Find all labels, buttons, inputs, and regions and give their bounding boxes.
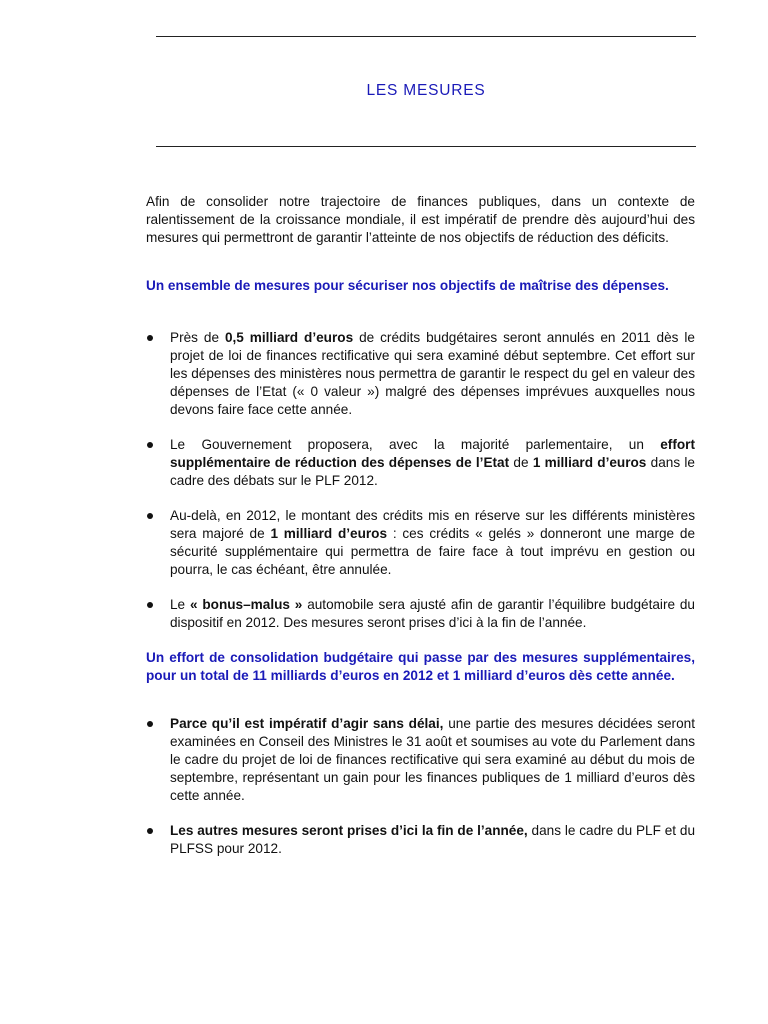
- document-body: [146, 193, 695, 875]
- item-text: automobile sera ajusté afin de garantir l’équilibre budgétaire du dispositif en 2012. Des mesures seront prises d’ici à la fin de l’année.: [170, 597, 695, 630]
- top-rule: [156, 36, 696, 37]
- bullet-icon: [147, 442, 153, 448]
- item-emphasis: Parce qu’il est impératif d’agir sans délai,: [170, 716, 444, 731]
- section-heading-consolidation: Un effort de consolidation budgétaire qui passe par des mesures supplémentaires, pour un total de 11 milliards d’euros en 2012 et 1 milliard d’euros dès cette année.: [146, 650, 695, 683]
- bullet-icon: [147, 828, 153, 834]
- page-title: LES MESURES: [366, 82, 486, 99]
- bullet-icon: [147, 335, 153, 341]
- item-text: : ces crédits « gelés » donneront une marge de sécurité supplémentaire qui permettra de faire face à tout imprévu en gestion ou pourra, le cas échéant, être annulée.: [170, 526, 695, 577]
- item-emphasis: « bonus–malus »: [189, 597, 303, 612]
- item-text: Au-delà, en 2012, le montant des crédits mis en réserve sur les différents ministères sera majoré de: [170, 508, 695, 541]
- list-item: [146, 596, 695, 632]
- item-text: de crédits budgétaires seront annulés en 2011 dès le projet de loi de finances rectificative qui sera examiné début septembre. Cet effort sur les dépenses des ministères nous permettra de garantir le respect du gel en valeur des dépenses de l’Etat (« 0 valeur ») malgré des dépenses imprévues auxquelles nous devons faire face cette année.: [170, 330, 695, 417]
- list-item: [146, 436, 695, 490]
- bullet-icon: [147, 513, 153, 519]
- bullet-icon: [147, 602, 153, 608]
- item-emphasis: 0,5 milliard d’euros: [224, 330, 354, 345]
- item-text: Près de: [170, 330, 225, 345]
- consolidation-measures-list: [146, 715, 695, 858]
- bottom-rule: [156, 146, 696, 147]
- item-text: de: [509, 455, 533, 470]
- list-item: [146, 329, 695, 419]
- list-item: [146, 507, 695, 579]
- intro-paragraph: Afin de consolider notre trajectoire de finances publiques, dans un contexte de ralentissement de la croissance mondiale, il est impératif de prendre dès aujourd’hui des mesures qui permettront de garantir l’atteinte de nos objectifs de réduction des déficits.: [146, 194, 695, 245]
- item-emphasis: 1 milliard d’euros: [270, 526, 388, 541]
- item-text: dans le cadre du PLF et du PLFSS pour 2012.: [170, 823, 696, 856]
- item-text: une partie des mesures décidées seront examinées en Conseil des Ministres le 31 août et soumises au vote du Parlement dans le cadre du projet de loi de finances rectificative qui sera examiné au début du mois de septembre, représentant un gain pour les finances publiques de 1 milliard d’euros dès cette année.: [170, 716, 695, 803]
- item-emphasis: Les autres mesures seront prises d’ici la fin de l’année,: [170, 823, 528, 838]
- item-text: Le: [170, 597, 190, 612]
- item-text: Le Gouvernement proposera, avec la majorité parlementaire, un: [170, 437, 661, 452]
- expenses-measures-list: [146, 329, 695, 632]
- bullet-icon: [147, 721, 153, 727]
- item-text: dans le cadre des débats sur le PLF 2012.: [170, 455, 695, 488]
- list-item: [146, 822, 695, 858]
- item-emphasis: 1 milliard d’euros: [532, 455, 647, 470]
- list-item: [146, 715, 695, 805]
- item-emphasis: effort supplémentaire de réduction des dépenses de l’Etat: [170, 437, 695, 470]
- section-heading-expenses: Un ensemble de mesures pour sécuriser nos objectifs de maîtrise des dépenses.: [146, 278, 669, 293]
